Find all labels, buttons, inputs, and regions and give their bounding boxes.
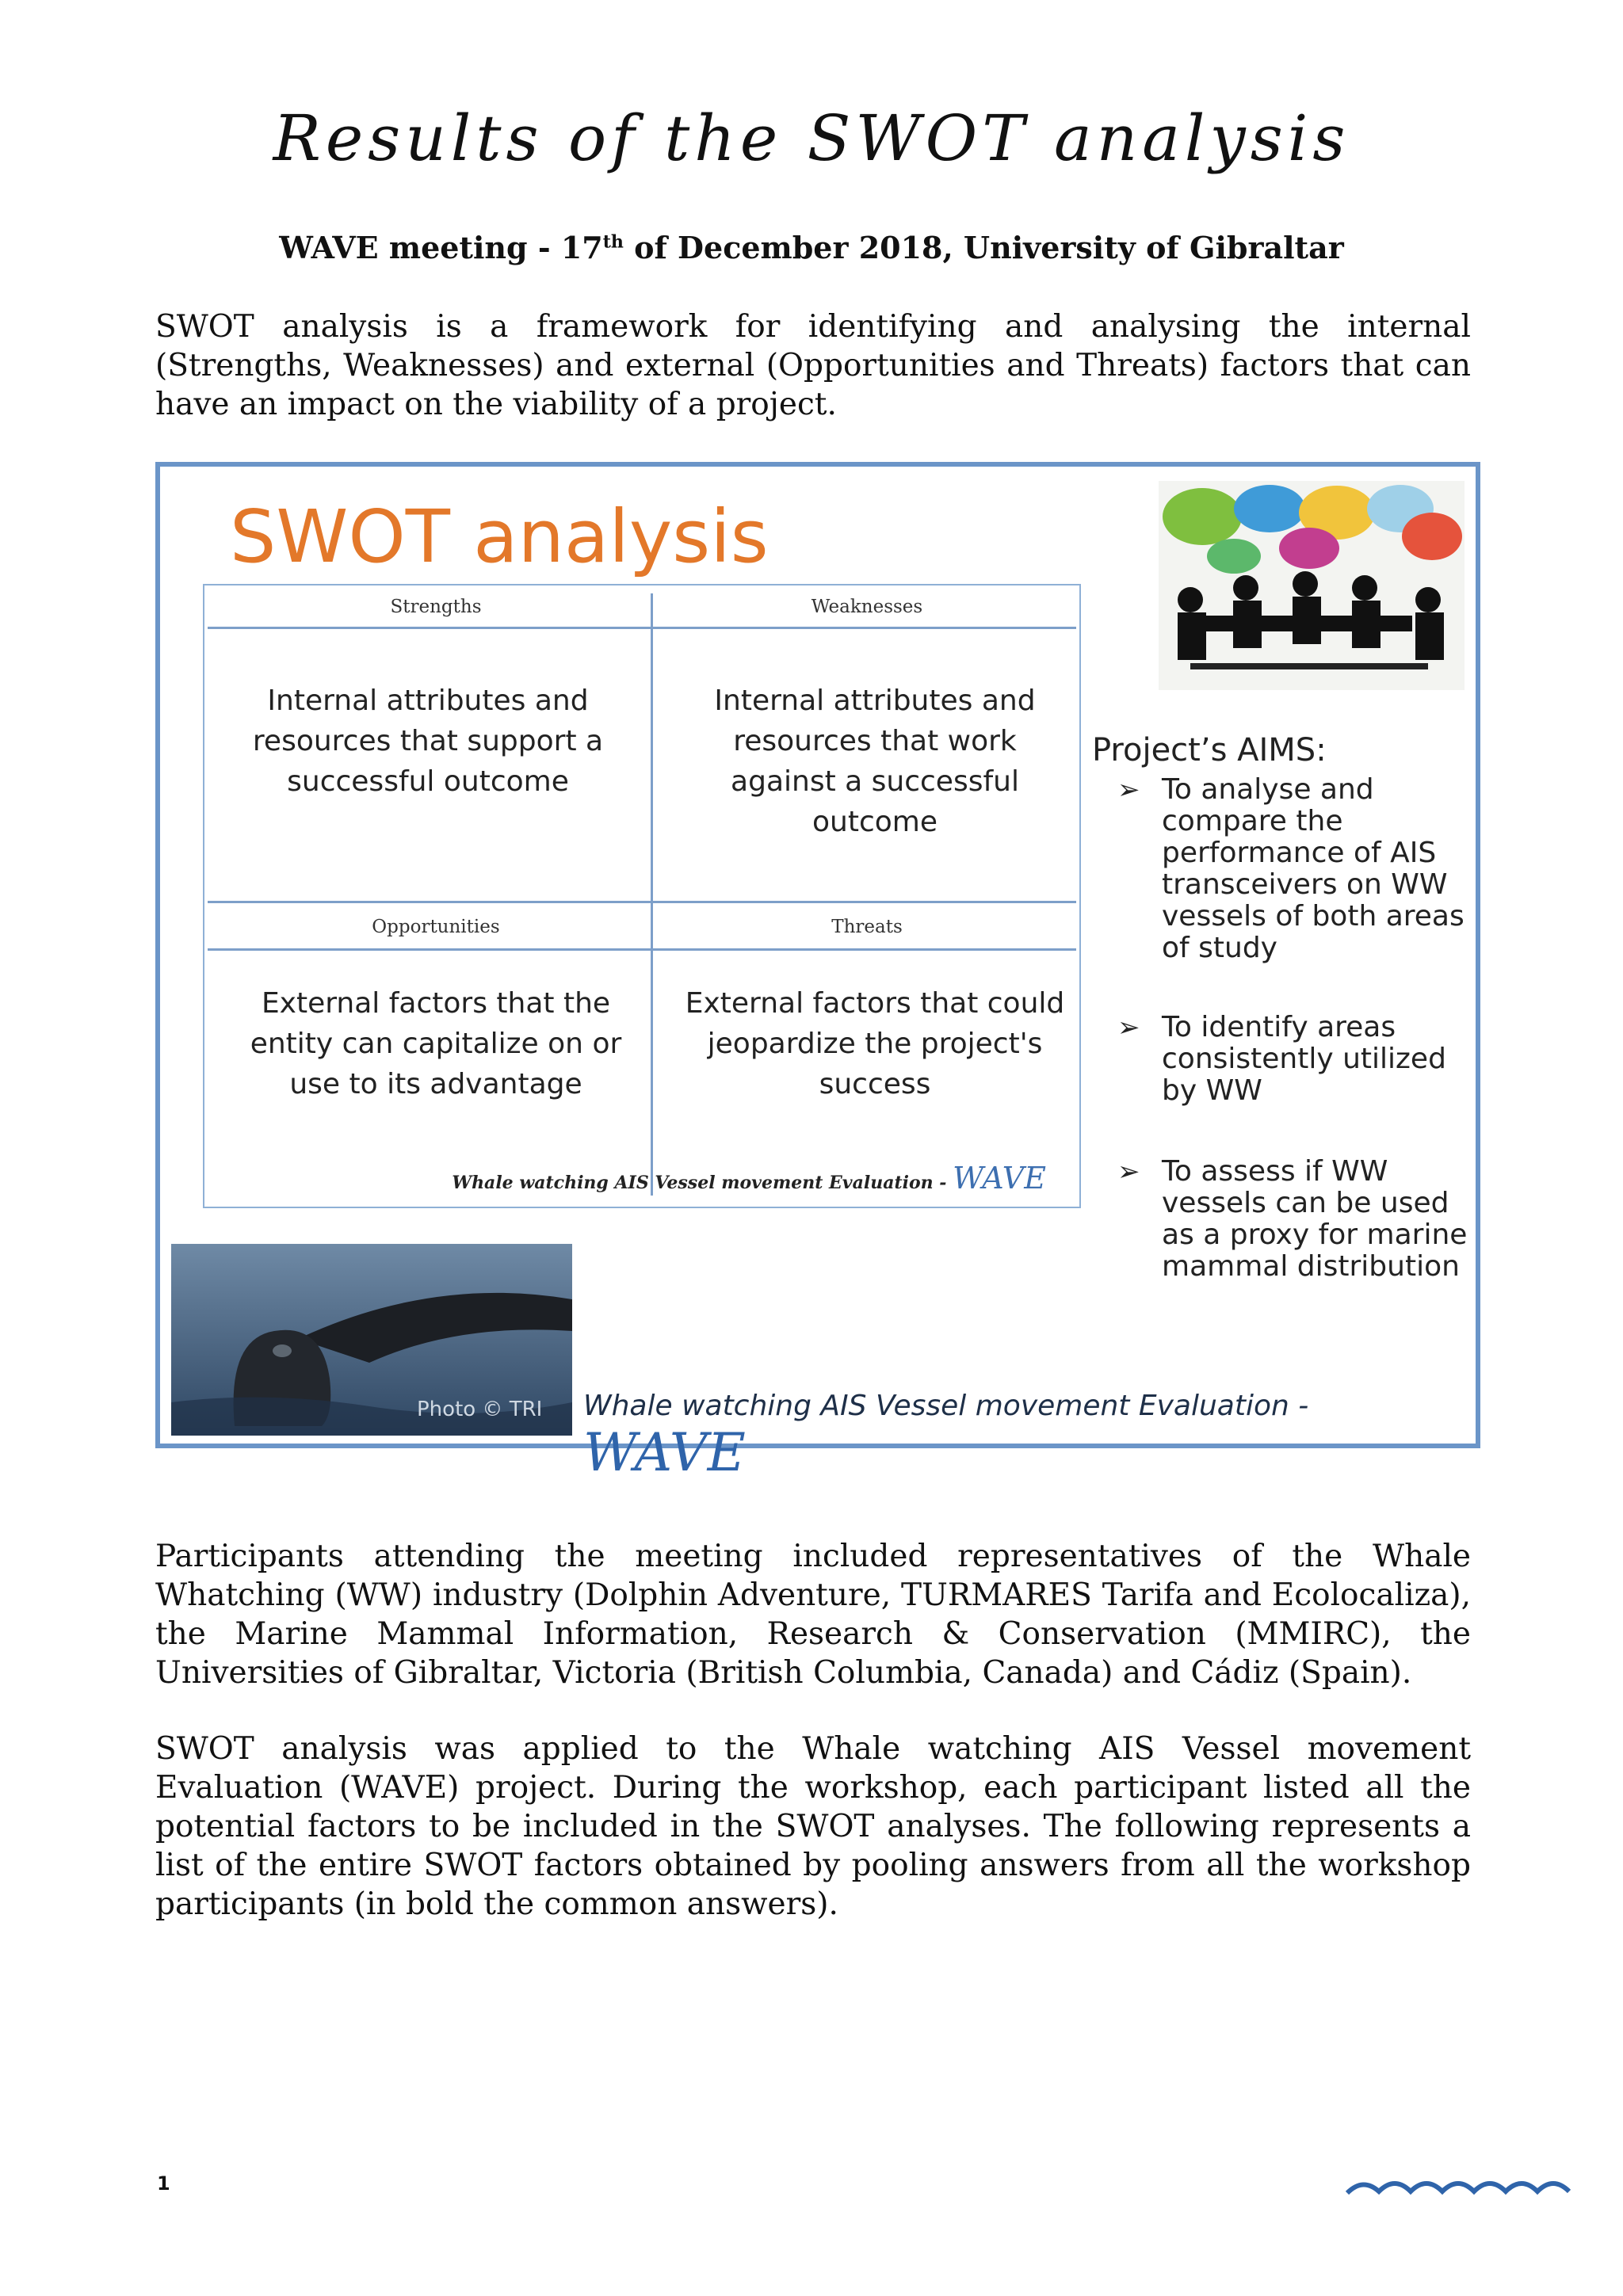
figure-title: SWOT analysis [230, 494, 769, 579]
subtitle-end: of December 2018, University of Gibraltar [623, 230, 1344, 265]
aim-text-3: To assess if WW vessels can be used as a proxy for marine mammal distribution [1162, 1155, 1468, 1283]
weaknesses-text: Internal attributes and resources that work against a successful outcome [714, 685, 1036, 838]
photo-credit: Photo © TRI [417, 1398, 543, 1421]
intro-paragraph: SWOT analysis is a framework for identifying and analysing the internal (Strengths, Weaknesses) and external (Opportunities and Threats) factors that can have an impact on the viability of a project. [155, 309, 1471, 422]
arrow-bullet-icon: ➢ [1117, 1156, 1140, 1188]
strengths-text: Internal attributes and resources that support a successful outcome [252, 685, 604, 798]
swot-figure [155, 462, 1480, 1483]
aim-item-2 [1117, 1011, 1471, 1107]
arrow-bullet-icon: ➢ [1117, 1012, 1140, 1043]
application-paragraph: SWOT analysis was applied to the Whale watching AIS Vessel movement Evaluation (WAVE) project. During the workshop, each participant listed all the potential factors to be included in the SWOT analyses. The following represents a list of the entire SWOT factors obtained by pooling answers from all the workshop participants (in bold the common answers). [155, 1731, 1471, 1922]
grid-header-divider-top [208, 627, 1076, 629]
weaknesses-heading: Weaknesses [811, 597, 923, 617]
arrow-bullet-icon: ➢ [1117, 774, 1140, 806]
figure-footer-brand: WAVE [583, 1422, 746, 1483]
opportunities-heading: Opportunities [372, 917, 500, 937]
grid-footer-brand: WAVE [953, 1161, 1046, 1196]
aims-title: Project’s AIMS: [1092, 732, 1327, 769]
grid-footer-text: Whale watching AIS Vessel movement Evaluation - [452, 1173, 953, 1193]
subtitle-superscript: th [602, 231, 624, 253]
threats-text: External factors that could jeopardize the project's success [685, 987, 1065, 1100]
swot-grid [203, 584, 1081, 1208]
opportunities-text: External factors that the entity can capitalize on or use to its advantage [250, 987, 622, 1100]
grid-header-divider-bottom [208, 948, 1076, 951]
wave-logo-partial [1347, 2171, 1585, 2195]
grid-footer [452, 1161, 1046, 1196]
figure-footer-text: Whale watching AIS Vessel movement Evaluation - [583, 1390, 1309, 1422]
aim-item-1 [1117, 773, 1471, 964]
grid-vertical-divider [651, 593, 653, 1196]
aim-text-1: To analyse and compare the performance of AIS transceivers on WW vessels of both areas of study [1162, 773, 1465, 964]
page-number: 1 [157, 2172, 170, 2195]
page-title: Results of the SWOT analysis [273, 101, 1350, 175]
threats-heading: Threats [831, 917, 903, 937]
grid-middle-divider [208, 901, 1076, 903]
subtitle-start: WAVE meeting - 17 [279, 230, 603, 265]
figure-footer [583, 1390, 1476, 1483]
strengths-heading: Strengths [390, 597, 482, 617]
meeting-subtitle [0, 230, 1623, 265]
aim-item-3 [1117, 1155, 1471, 1283]
aim-text-2: To identify areas consistently utilized by WW [1162, 1011, 1446, 1107]
meeting-people-image [1159, 481, 1465, 690]
participants-paragraph: Participants attending the meeting included representatives of the Whale Whatching (WW) industry (Dolphin Adventure, TURMARES Tarifa and Ecolocaliza), the Marine Mammal Information, Research & Conservation (MMIRC), the Universities of Gibraltar, Victoria (British Columbia, Canada) and Cádiz (Spain). [155, 1539, 1471, 1691]
